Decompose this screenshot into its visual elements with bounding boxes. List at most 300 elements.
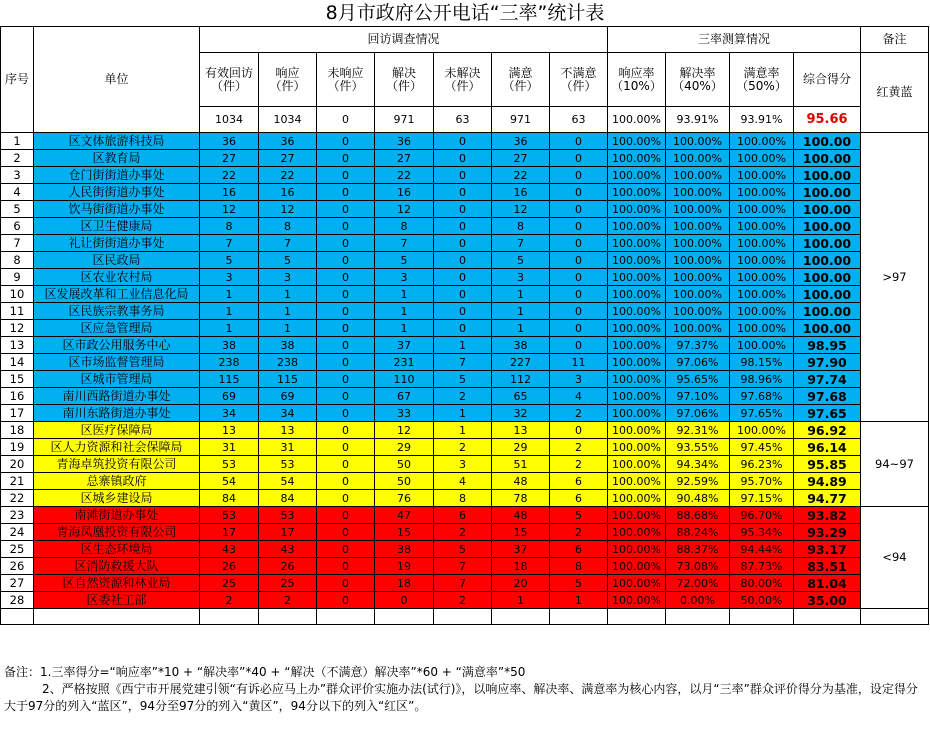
row-value: 97.68%: [730, 388, 794, 405]
row-value: 88.37%: [666, 541, 730, 558]
row-value: 0: [317, 388, 375, 405]
row-value: 98.15%: [730, 354, 794, 371]
row-value: 0: [550, 252, 608, 269]
header-survey-col: [200, 53, 259, 107]
total-cell: 100.00%: [608, 107, 666, 133]
row-seq: 2: [1, 150, 34, 167]
row-value: 0: [317, 133, 375, 150]
header-seq: 序号: [1, 27, 34, 133]
row-value: 36: [259, 133, 317, 150]
note-line-1: 备注：1.三率得分=“响应率”*10 + “解决率”*40 + “解决（不满意）解决率”*60 + “满意率”*50: [4, 665, 526, 679]
header-col-unit: （10%）: [611, 78, 662, 93]
row-value: 0: [550, 269, 608, 286]
table-row: [1, 235, 929, 252]
row-value: 95.65%: [666, 371, 730, 388]
header-survey-col: [375, 53, 434, 107]
row-value: 7: [259, 235, 317, 252]
row-value: 16: [375, 184, 434, 201]
row-value: 3: [492, 269, 550, 286]
header-col-unit: （件）: [502, 78, 539, 93]
row-value: 2: [550, 405, 608, 422]
row-unit: 区农业农村局: [34, 269, 200, 286]
row-seq: 18: [1, 422, 34, 439]
row-value: 12: [375, 422, 434, 439]
row-value: 100.00%: [608, 337, 666, 354]
row-value: 238: [200, 354, 259, 371]
empty-cell: [794, 609, 861, 625]
row-value: 0: [317, 218, 375, 235]
row-value: 97.65: [794, 405, 861, 422]
row-value: 100.00%: [608, 524, 666, 541]
row-value: 0: [434, 218, 492, 235]
row-value: 87.73%: [730, 558, 794, 575]
row-value: 0: [434, 235, 492, 252]
row-group-label: >97: [861, 133, 929, 422]
statistics-table: [0, 26, 929, 625]
row-value: 80.00%: [730, 575, 794, 592]
row-value: 0: [550, 184, 608, 201]
row-value: 53: [200, 456, 259, 473]
row-value: 0: [317, 167, 375, 184]
row-value: 100.00%: [608, 320, 666, 337]
row-value: 51: [492, 456, 550, 473]
row-seq: 3: [1, 167, 34, 184]
row-seq: 16: [1, 388, 34, 405]
row-value: 0: [317, 371, 375, 388]
row-value: 100.00%: [608, 422, 666, 439]
row-value: 100.00%: [666, 201, 730, 218]
row-value: 100.00: [794, 235, 861, 252]
row-value: 38: [200, 337, 259, 354]
table-row: [1, 201, 929, 218]
row-value: 0: [317, 235, 375, 252]
row-value: 100.00: [794, 252, 861, 269]
row-unit: 区民政局: [34, 252, 200, 269]
row-value: 97.37%: [666, 337, 730, 354]
header-survey-col: [492, 53, 550, 107]
row-unit: 区消防救援大队: [34, 558, 200, 575]
row-value: 16: [492, 184, 550, 201]
row-value: 97.15%: [730, 490, 794, 507]
row-value: 100.00: [794, 286, 861, 303]
row-value: 3: [434, 456, 492, 473]
row-value: 36: [200, 133, 259, 150]
header-survey-col: [550, 53, 608, 107]
row-value: 95.34%: [730, 524, 794, 541]
row-value: 100.00: [794, 320, 861, 337]
row-value: 50: [375, 456, 434, 473]
row-unit: 人民街街道办事处: [34, 184, 200, 201]
row-value: 100.00%: [666, 150, 730, 167]
row-seq: 12: [1, 320, 34, 337]
row-value: 37: [492, 541, 550, 558]
row-value: 0: [317, 592, 375, 609]
row-value: 13: [259, 422, 317, 439]
row-value: 100.00: [794, 184, 861, 201]
header-col-unit: （40%）: [672, 78, 723, 93]
row-unit: 区民族宗教事务局: [34, 303, 200, 320]
row-unit: 区市政公用服务中心: [34, 337, 200, 354]
row-value: 97.06%: [666, 405, 730, 422]
row-value: 0: [550, 167, 608, 184]
row-value: 8: [200, 218, 259, 235]
row-value: 100.00%: [666, 133, 730, 150]
row-value: 27: [200, 150, 259, 167]
notes: [4, 664, 926, 715]
row-value: 97.06%: [666, 354, 730, 371]
total-cell: 63: [434, 107, 492, 133]
row-unit: 区教育局: [34, 150, 200, 167]
row-value: 100.00: [794, 133, 861, 150]
header-col-unit: （件）: [269, 78, 306, 93]
row-value: 92.31%: [666, 422, 730, 439]
table-row: [1, 490, 929, 507]
row-seq: 9: [1, 269, 34, 286]
row-value: 100.00%: [730, 184, 794, 201]
row-value: 2: [434, 439, 492, 456]
row-value: 43: [259, 541, 317, 558]
row-value: 1: [259, 320, 317, 337]
row-value: 54: [200, 473, 259, 490]
row-value: 8: [492, 218, 550, 235]
row-value: 100.00%: [730, 320, 794, 337]
row-unit: 区卫生健康局: [34, 218, 200, 235]
row-value: 0: [375, 592, 434, 609]
row-value: 100.00%: [608, 269, 666, 286]
row-value: 98.96%: [730, 371, 794, 388]
row-value: 100.00%: [608, 218, 666, 235]
row-value: 100.00%: [608, 354, 666, 371]
table-row: [1, 303, 929, 320]
row-value: 53: [200, 507, 259, 524]
table-row: [1, 354, 929, 371]
header-col-unit: （件）: [327, 78, 364, 93]
header-col-unit: （件）: [444, 78, 481, 93]
row-unit: 区人力资源和社会保障局: [34, 439, 200, 456]
row-value: 38: [492, 337, 550, 354]
row-value: 0: [550, 422, 608, 439]
row-value: 6: [550, 541, 608, 558]
row-seq: 27: [1, 575, 34, 592]
row-value: 1: [200, 286, 259, 303]
row-value: 72.00%: [666, 575, 730, 592]
row-value: 110: [375, 371, 434, 388]
row-unit: 区文体旅游科技局: [34, 133, 200, 150]
row-seq: 22: [1, 490, 34, 507]
row-value: 1: [259, 303, 317, 320]
row-value: 98.95: [794, 337, 861, 354]
row-value: 100.00%: [730, 422, 794, 439]
row-value: 37: [375, 337, 434, 354]
row-value: 100.00%: [666, 303, 730, 320]
table-row: [1, 558, 929, 575]
header-col-name: 满意率: [743, 65, 780, 80]
row-value: 93.55%: [666, 439, 730, 456]
table-row: [1, 252, 929, 269]
row-value: 1: [259, 286, 317, 303]
row-value: 100.00%: [730, 201, 794, 218]
row-value: 100.00%: [666, 286, 730, 303]
row-unit: 饮马街街道办事处: [34, 201, 200, 218]
table-row: [1, 337, 929, 354]
row-value: 6: [550, 473, 608, 490]
row-value: 1: [200, 320, 259, 337]
row-unit: 南川西路街道办事处: [34, 388, 200, 405]
row-value: 3: [259, 269, 317, 286]
row-value: 83.51: [794, 558, 861, 575]
row-value: 26: [259, 558, 317, 575]
row-value: 112: [492, 371, 550, 388]
row-value: 32: [492, 405, 550, 422]
row-value: 2: [434, 524, 492, 541]
row-value: 100.00%: [608, 507, 666, 524]
row-value: 2: [550, 524, 608, 541]
row-seq: 26: [1, 558, 34, 575]
row-value: 8: [259, 218, 317, 235]
row-value: 96.92: [794, 422, 861, 439]
row-value: 35.00: [794, 592, 861, 609]
row-value: 93.82: [794, 507, 861, 524]
row-value: 0: [434, 286, 492, 303]
row-value: 97.68: [794, 388, 861, 405]
table-row: [1, 150, 929, 167]
page-title: 8月市政府公开电话“三率”统计表: [325, 2, 605, 24]
row-value: 100.00%: [608, 184, 666, 201]
row-value: 36: [492, 133, 550, 150]
row-value: 26: [200, 558, 259, 575]
row-value: 100.00%: [730, 150, 794, 167]
row-value: 67: [375, 388, 434, 405]
row-value: 0: [317, 422, 375, 439]
row-value: 100.00%: [730, 303, 794, 320]
row-value: 0: [550, 150, 608, 167]
row-value: 7: [375, 235, 434, 252]
empty-cell: [259, 609, 317, 625]
row-value: 100.00%: [608, 405, 666, 422]
row-value: 17: [259, 524, 317, 541]
row-value: 227: [492, 354, 550, 371]
row-group-label: <94: [861, 507, 929, 609]
row-value: 100.00%: [730, 286, 794, 303]
row-value: 97.74: [794, 371, 861, 388]
row-value: 7: [434, 575, 492, 592]
row-value: 1: [434, 405, 492, 422]
row-value: 6: [550, 490, 608, 507]
row-value: 78: [492, 490, 550, 507]
header-survey-col: [434, 53, 492, 107]
row-value: 0: [434, 303, 492, 320]
row-value: 1: [550, 592, 608, 609]
row-value: 100.00: [794, 269, 861, 286]
row-seq: 5: [1, 201, 34, 218]
row-value: 0: [550, 286, 608, 303]
header-remark: 备注: [861, 27, 929, 53]
row-value: 96.14: [794, 439, 861, 456]
row-value: 27: [492, 150, 550, 167]
row-seq: 20: [1, 456, 34, 473]
row-value: 8: [550, 558, 608, 575]
row-value: 100.00%: [730, 337, 794, 354]
row-value: 100.00%: [608, 303, 666, 320]
row-value: 95.70%: [730, 473, 794, 490]
row-value: 0: [550, 218, 608, 235]
row-value: 19: [375, 558, 434, 575]
row-value: 100.00%: [608, 150, 666, 167]
empty-cell: [861, 609, 929, 625]
row-unit: 区市场监督管理局: [34, 354, 200, 371]
row-value: 81.04: [794, 575, 861, 592]
row-value: 100.00%: [666, 269, 730, 286]
row-unit: 青海卓筑投资有限公司: [34, 456, 200, 473]
row-value: 29: [375, 439, 434, 456]
row-value: 53: [259, 507, 317, 524]
row-value: 69: [200, 388, 259, 405]
row-value: 92.59%: [666, 473, 730, 490]
row-value: 69: [259, 388, 317, 405]
row-value: 0: [434, 269, 492, 286]
row-value: 1: [492, 303, 550, 320]
row-value: 5: [259, 252, 317, 269]
row-value: 16: [200, 184, 259, 201]
header-col-unit: （件）: [560, 78, 597, 93]
empty-cell: [730, 609, 794, 625]
row-value: 88.24%: [666, 524, 730, 541]
row-value: 100.00%: [608, 388, 666, 405]
row-value: 100.00: [794, 303, 861, 320]
row-value: 94.77: [794, 490, 861, 507]
row-value: 0: [317, 541, 375, 558]
row-value: 0: [550, 201, 608, 218]
row-value: 94.34%: [666, 456, 730, 473]
header-remark-sub: 红黄蓝: [861, 53, 929, 133]
row-value: 100.00%: [608, 592, 666, 609]
table-row: [1, 507, 929, 524]
row-value: 5: [550, 575, 608, 592]
row-value: 0: [317, 184, 375, 201]
row-seq: 13: [1, 337, 34, 354]
row-value: 97.45%: [730, 439, 794, 456]
row-seq: 8: [1, 252, 34, 269]
row-value: 0: [317, 354, 375, 371]
row-value: 96.70%: [730, 507, 794, 524]
row-value: 18: [492, 558, 550, 575]
row-value: 25: [259, 575, 317, 592]
row-value: 100.00%: [608, 133, 666, 150]
row-value: 0: [317, 575, 375, 592]
table-row: [1, 524, 929, 541]
table-row: [1, 592, 929, 609]
row-unit: 区生态环境局: [34, 541, 200, 558]
row-value: 100.00%: [608, 235, 666, 252]
row-value: 0: [550, 235, 608, 252]
row-value: 1: [492, 592, 550, 609]
header-survey-col: [317, 53, 375, 107]
header-col-name: 解决率: [679, 65, 716, 80]
row-seq: 1: [1, 133, 34, 150]
empty-cell: [34, 609, 200, 625]
table-row: [1, 422, 929, 439]
header-unit: 单位: [34, 27, 200, 133]
table-row-empty: [1, 609, 929, 625]
row-value: 7: [492, 235, 550, 252]
row-value: 18: [375, 575, 434, 592]
table-row: [1, 405, 929, 422]
header-score: 综合得分: [794, 53, 861, 107]
row-unit: 青海凤凰投资有限公司: [34, 524, 200, 541]
row-value: 1: [375, 303, 434, 320]
row-value: 0: [550, 303, 608, 320]
row-value: 100.00%: [608, 490, 666, 507]
row-seq: 4: [1, 184, 34, 201]
row-value: 5: [375, 252, 434, 269]
row-value: 8: [434, 490, 492, 507]
table-row: [1, 473, 929, 490]
row-value: 7: [434, 354, 492, 371]
total-cell: 93.91%: [666, 107, 730, 133]
total-cell: 0: [317, 107, 375, 133]
row-value: 36: [375, 133, 434, 150]
row-unit: 区应急管理局: [34, 320, 200, 337]
header-survey-col: [259, 53, 317, 107]
header-col-name: 满意: [508, 65, 533, 80]
row-value: 48: [492, 507, 550, 524]
row-seq: 21: [1, 473, 34, 490]
row-value: 100.00%: [666, 320, 730, 337]
row-value: 100.00%: [666, 218, 730, 235]
row-unit: 区医疗保障局: [34, 422, 200, 439]
total-cell: 95.66: [794, 107, 861, 133]
row-value: 31: [259, 439, 317, 456]
row-value: 15: [492, 524, 550, 541]
row-unit: 南川东路街道办事处: [34, 405, 200, 422]
row-value: 0: [317, 252, 375, 269]
row-value: 8: [375, 218, 434, 235]
empty-cell: [1, 609, 34, 625]
row-value: 50: [375, 473, 434, 490]
row-value: 0: [317, 320, 375, 337]
row-unit: 礼让街街道办事处: [34, 235, 200, 252]
row-value: 100.00%: [730, 252, 794, 269]
row-value: 100.00%: [666, 184, 730, 201]
row-value: 3: [375, 269, 434, 286]
row-value: 2: [259, 592, 317, 609]
row-value: 2: [434, 388, 492, 405]
table-row: [1, 269, 929, 286]
row-value: 12: [259, 201, 317, 218]
row-value: 12: [375, 201, 434, 218]
empty-cell: [666, 609, 730, 625]
row-value: 84: [200, 490, 259, 507]
row-seq: 23: [1, 507, 34, 524]
row-value: 33: [375, 405, 434, 422]
row-value: 3: [200, 269, 259, 286]
row-value: 0: [317, 150, 375, 167]
row-value: 2: [434, 592, 492, 609]
row-value: 1: [492, 286, 550, 303]
header-calc-col: [666, 53, 730, 107]
row-value: 1: [434, 337, 492, 354]
row-value: 100.00: [794, 167, 861, 184]
row-value: 7: [434, 558, 492, 575]
row-value: 38: [375, 541, 434, 558]
row-unit: 区自然资源和林业局: [34, 575, 200, 592]
table-row: [1, 133, 929, 150]
row-value: 0: [434, 133, 492, 150]
table-row: [1, 439, 929, 456]
row-unit: 区城市管理局: [34, 371, 200, 388]
row-seq: 15: [1, 371, 34, 388]
note-line-2: 2、严格按照《西宁市开展党建引领“有诉必应马上办”群众评价实施办法(试行)》，以响应率、解决率、满意率为核心内容，以月“三率”群众评价得分为基准，设定得分大于97分的列入“蓝区”，94分至97分的列入“黄区”，94分以下的列入“红区”。: [4, 682, 918, 713]
